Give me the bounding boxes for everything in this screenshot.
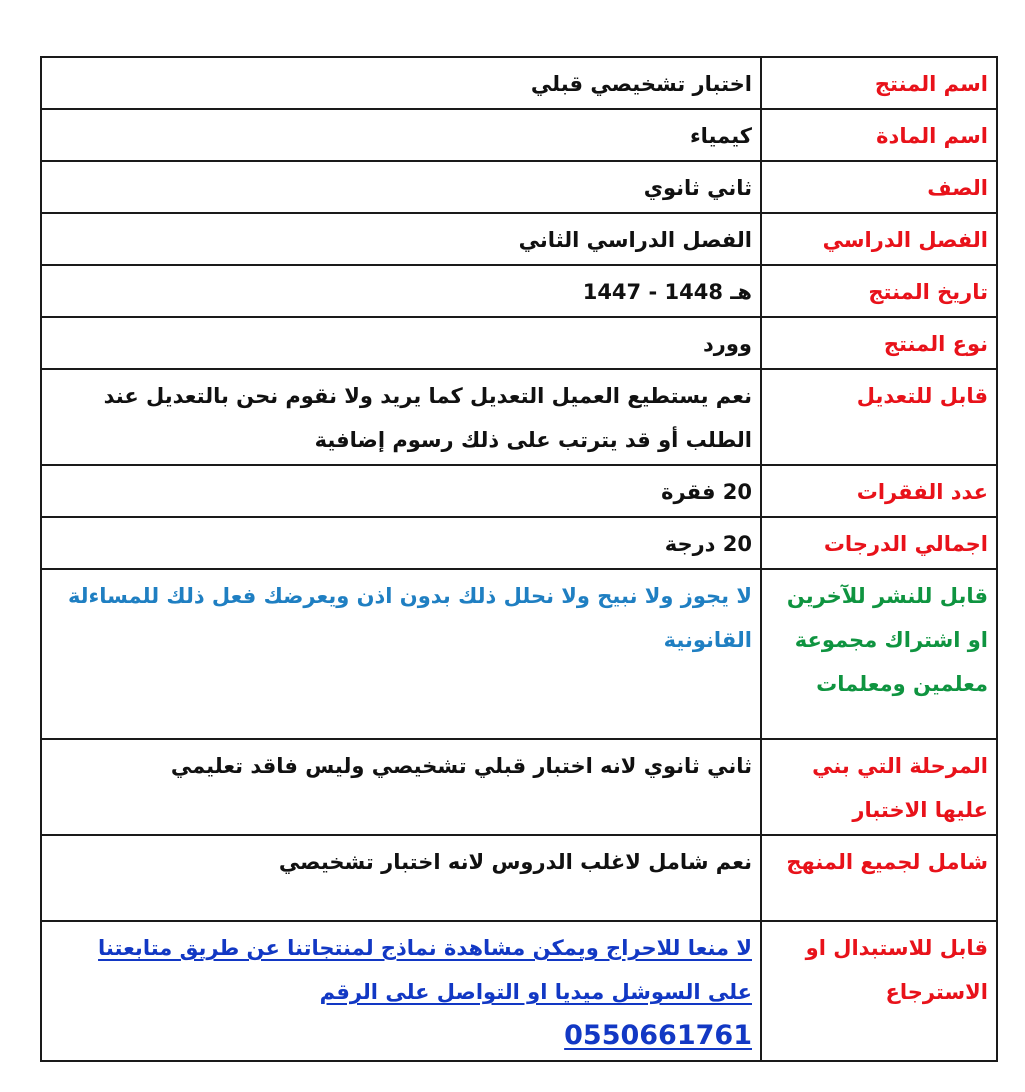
value-target-stage: ثاني ثانوي لانه اختبار قبلي تشخيصي وليس فاقد تعليمي xyxy=(41,739,761,835)
label-editable: قابل للتعديل xyxy=(761,369,997,465)
label-target-stage: المرحلة التي بني عليها الاختبار xyxy=(761,739,997,835)
label-total-grades: اجمالي الدرجات xyxy=(761,517,997,569)
table-row xyxy=(41,317,997,369)
label-product-date: تاريخ المنتج xyxy=(761,265,997,317)
label-item-count: عدد الفقرات xyxy=(761,465,997,517)
value-semester: الفصل الدراسي الثاني xyxy=(41,213,761,265)
label-product-name: اسم المنتج xyxy=(761,57,997,109)
table-row xyxy=(41,109,997,161)
label-curriculum-coverage: شامل لجميع المنهج xyxy=(761,835,997,921)
label-semester: الفصل الدراسي xyxy=(761,213,997,265)
value-product-name: اختبار تشخيصي قبلي xyxy=(41,57,761,109)
value-grade: ثاني ثانوي xyxy=(41,161,761,213)
value-subject: كيمياء xyxy=(41,109,761,161)
value-refund-policy[interactable] xyxy=(41,921,761,1061)
table-row xyxy=(41,921,997,1061)
product-info-sheet xyxy=(40,56,998,1062)
value-editable: نعم يستطيع العميل التعديل كما يريد ولا نقوم نحن بالتعديل عند الطلب أو قد يترتب على ذلك رسوم إضافية xyxy=(41,369,761,465)
value-shareable: لا يجوز ولا نبيح ولا نحلل ذلك بدون اذن ويعرضك فعل ذلك للمساءلة القانونية xyxy=(41,569,761,739)
value-product-type: وورد xyxy=(41,317,761,369)
contact-phone-link[interactable]: 0550661761 xyxy=(564,1020,752,1051)
table-row xyxy=(41,465,997,517)
product-date-text: 1447 - 1448 هـ xyxy=(582,280,752,304)
value-item-count: 20 فقرة xyxy=(41,465,761,517)
table-row xyxy=(41,569,997,739)
table-row xyxy=(41,369,997,465)
label-refund-policy: قابل للاستبدال او الاسترجاع xyxy=(761,921,997,1061)
value-curriculum-coverage: نعم شامل لاغلب الدروس لانه اختبار تشخيصي xyxy=(41,835,761,921)
label-product-type: نوع المنتج xyxy=(761,317,997,369)
product-info-table xyxy=(40,56,998,1062)
table-row xyxy=(41,835,997,921)
table-row xyxy=(41,265,997,317)
table-row xyxy=(41,739,997,835)
table-row xyxy=(41,57,997,109)
label-grade: الصف xyxy=(761,161,997,213)
table-row xyxy=(41,517,997,569)
value-total-grades: 20 درجة xyxy=(41,517,761,569)
refund-policy-text[interactable]: لا منعا للاحراج ويمكن مشاهدة نماذج لمنتجاتنا عن طريق متابعتنا على السوشل ميديا او التواصل على الرقم xyxy=(98,936,752,1004)
table-row xyxy=(41,213,997,265)
label-subject: اسم المادة xyxy=(761,109,997,161)
label-shareable: قابل للنشر للآخرين او اشتراك مجموعة معلمين ومعلمات xyxy=(761,569,997,739)
value-product-date xyxy=(41,265,761,317)
table-row xyxy=(41,161,997,213)
